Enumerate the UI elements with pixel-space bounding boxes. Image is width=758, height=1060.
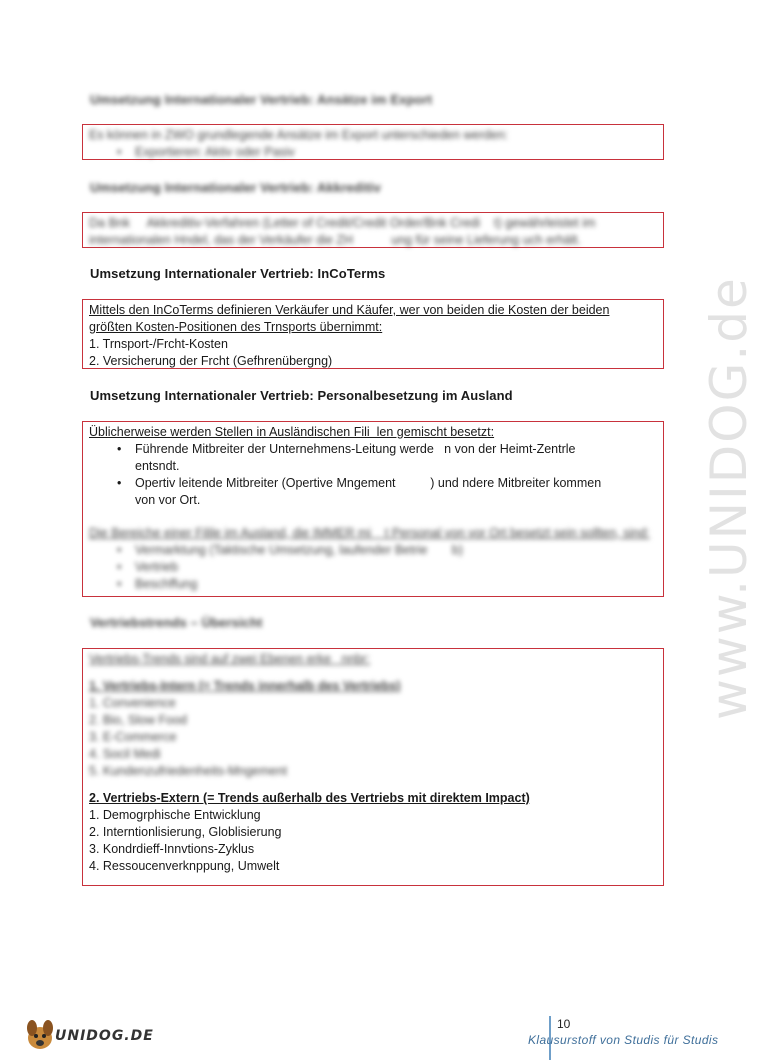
content-box-incoterms [82, 299, 664, 369]
personal-blurred-list [89, 542, 657, 593]
trends-sub-2-item: 1. Demogrphische Entwicklung [89, 808, 261, 822]
personal-bullet-2-line-1: Opertiv leitende Mitbreiter (Opertive Mngement ) und ndere Mitbreiter kommen [135, 476, 602, 490]
personal-list [89, 441, 657, 509]
trends-sub-1-item: 1. Convenience [89, 696, 176, 710]
akkreditiv-line-1: Da Bnk Akkreditiv-Verfahren (Letter of Credit/Credit Order/Bnk Credi t) gewährleistet im [89, 216, 596, 230]
trends-sub-1-list [89, 695, 657, 780]
personal-bullet-1-line-2: entsndt. [135, 459, 180, 473]
incoterms-item-1: 1. Trnsport-/Frcht-Kosten [89, 337, 228, 351]
trends-sub-1-item: 2. Bio, Slow Food [89, 713, 187, 727]
logo-text: UNIDOG.DE [55, 1028, 154, 1044]
trends-sub-1-item: 3. E-Commerce [89, 730, 177, 744]
personal-bullet-2-line-2: von vor Ort. [135, 493, 201, 507]
personal-intro: Üblicherweise werden Stellen in Ausländischen Fili len gemischt besetzt: [89, 425, 495, 439]
content-box-personal [82, 421, 664, 597]
export-list [89, 144, 657, 161]
watermark: www.UNIDOG.de [700, 276, 758, 720]
personal-blurred-bullet-3: • Beschffung [117, 576, 657, 593]
section-heading-akkreditiv: Umsetzung Internationaler Vertrieb: Akkreditiv [90, 180, 381, 195]
trends-sub-1-item: 4. Socil Medi [89, 747, 161, 761]
trends-sub-1-item: 5. Kundenzufriedenheits-Mngement [89, 764, 288, 778]
trends-sub-2: 2. Vertriebs-Extern (= Trends außerhalb des Vertriebs mit direktem Impact) [89, 791, 530, 805]
export-bullet: • Exportieren: Aktiv oder Pasiv [117, 144, 657, 161]
section-heading-personal: Umsetzung Internationaler Vertrieb: Personalbesetzung im Ausland [90, 388, 513, 403]
personal-bullet-1-line-1: Führende Mitbreiter der Unternehmens-Leitung werde n von der Heimt-Zentrle [135, 442, 576, 456]
personal-bullet-2 [117, 475, 657, 509]
personal-bullet-1 [117, 441, 657, 475]
trends-sub-1: 1. Vertriebs-Intern (= Trends innerhalb des Vertriebs) [89, 679, 401, 693]
incoterms-item-2: 2. Versicherung der Frcht (Gefhrenübergng) [89, 354, 333, 368]
dog-icon [27, 1020, 53, 1049]
trends-sub-2-item: 3. Kondrdieff-Innvtions-Zyklus [89, 842, 255, 856]
personal-blurred-intro: Die Bereiche einer Filile im Ausland, die IMMER mi t Personal von vor Ort besetzt sein sollten, sind: [89, 526, 650, 540]
export-line: Es können in ZWO grundlegende Ansätze im Export unterschieden werden: [89, 128, 508, 142]
trends-intro: Vertriebs-Trends sind auf zwei Ebenen erke nnbr: [89, 652, 370, 666]
akkreditiv-line-2: internationalen Hndel, das der Verkäufer die ZH ung für seine Lieferung uch erhält. [89, 233, 581, 247]
trends-sub-2-item: 4. Ressoucenverknppung, Umwelt [89, 859, 280, 873]
section-heading-incoterms: Umsetzung Internationaler Vertrieb: InCoTerms [90, 266, 386, 281]
personal-blurred-bullet-1: • Vermarktung (Taktische Umsetzung, laufender Betrie b) [117, 542, 657, 559]
trends-sub-2-item: 2. Interntionlisierung, Globlisierung [89, 825, 282, 839]
personal-blurred-bullet-2: • Vertrieb [117, 559, 657, 576]
incoterms-line-1: Mittels den InCoTerms definieren Verkäufer und Käufer, wer von beiden die Kosten der beiden [89, 303, 610, 317]
footer-tagline: Klausurstoff von Studis für Studis [528, 1033, 719, 1047]
content-box-trends [82, 648, 664, 886]
trends-sub-2-list [89, 807, 657, 875]
section-heading-export: Umsetzung Internationaler Vertrieb: Ansätze im Export [90, 92, 433, 107]
page-number: 10 [557, 1017, 571, 1031]
section-heading-trends: Vertriebstrends – Übersicht [90, 615, 263, 630]
incoterms-line-2: größten Kosten-Positionen des Trnsports übernimmt: [89, 320, 383, 334]
content-box-akkreditiv [82, 212, 664, 248]
content-box-export [82, 124, 664, 160]
